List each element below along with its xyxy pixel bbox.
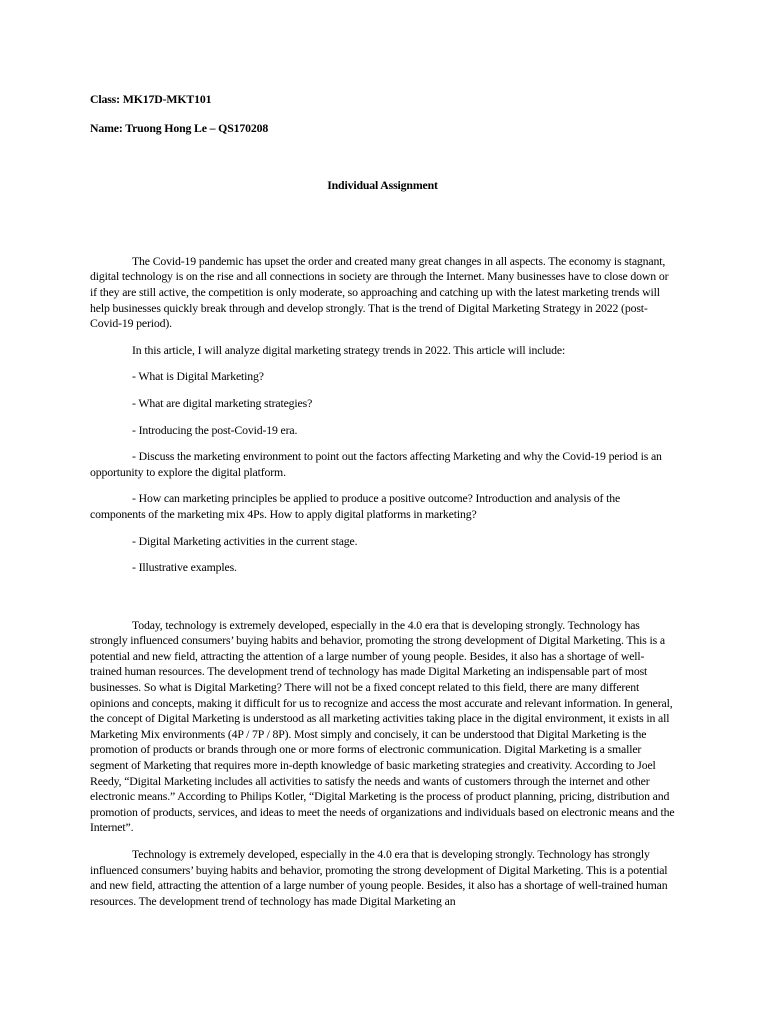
outline-item: - How can marketing principles be applied to produce a positive outcome? Introduction and analysis of the components of the marketing mix 4Ps. How to apply digital platforms in marketing? [90, 491, 621, 521]
outline-item: - Illustrative examples. [132, 560, 237, 575]
outline-item: - Digital Marketing activities in the current stage. [132, 533, 358, 548]
document-page [90, 92, 675, 920]
student-name-line: Name: Truong Hong Le – QS170208 [90, 120, 269, 135]
class-line: Class: MK17D-MKT101 [90, 92, 212, 106]
outline-item: - What are digital marketing strategies? [132, 395, 313, 410]
intro-paragraph: The Covid-19 pandemic has upset the order and created many great changes in all aspects. The economy is stagnant, digital technology is on the rise and all connections in society are through the Internet. Many businesses have to close down or if they are still active, the competition is only moderate, so approaching and catching up with the latest marketing trends will help businesses quickly break through and develop strongly. That is the trend of Digital Marketing Strategy in 2022 (post-Covid-19 period). [90, 253, 669, 331]
document-title: Individual Assignment [327, 178, 438, 193]
outline-item: - What is Digital Marketing? [132, 369, 264, 384]
outline-item: - Discuss the marketing environment to point out the factors affecting Marketing and why the Covid-19 period is an opportunity to explore the digital platform. [90, 449, 662, 479]
body-paragraph: Today, technology is extremely developed, especially in the 4.0 era that is developing strongly. Technology has strongly influenced consumers’ buying habits and behavior, promoting the strong development of Digital Marketing. This is a potential and new field, attracting the attention of a large number of young people. Besides, it also has a shortage of well-trained human resources. The development trend of technology has made Digital Marketing an indispensable part of most businesses. So what is Digital Marketing? There will not be a fixed concept related to this field, there are many different opinions and concepts, making it difficult for us to recognize and access the most accurate and relevant information. In general, the concept of Digital Marketing is understood as all marketing activities taking place in the digital environment, it exists in all Marketing Mix environments (4P / 7P / 8P). Most simply and concisely, it can be understood that Digital Marketing is the promotion of products or brands through one or more forms of electronic communication. Digital Marketing is a smaller segment of Marketing that requires more in-depth knowledge of basic marketing strategies and creativity. According to Joel Reedy, “Digital Marketing includes all activities to satisfy the needs and wants of customers through the internet and other electronic means.” According to Philips Kotler, “Digital Marketing is the process of product planning, pricing, distribution and promotion of products, services, and ideas to meet the needs of organizations and individuals based on electronic means and the Internet”. [90, 617, 675, 835]
outline-item: - Introducing the post-Covid-19 era. [132, 422, 298, 437]
outline-lead: In this article, I will analyze digital marketing strategy trends in 2022. This article will include: [132, 342, 566, 357]
body-paragraph: Technology is extremely developed, especially in the 4.0 era that is developing strongly. Technology has strongly influenced consumers’ buying habits and behavior, promoting the strong development of Digital Marketing. This is a potential and new field, attracting the attention of a large number of young people. Besides, it also has a shortage of well-trained human resources. The development trend of technology has made Digital Marketing an [90, 847, 668, 908]
